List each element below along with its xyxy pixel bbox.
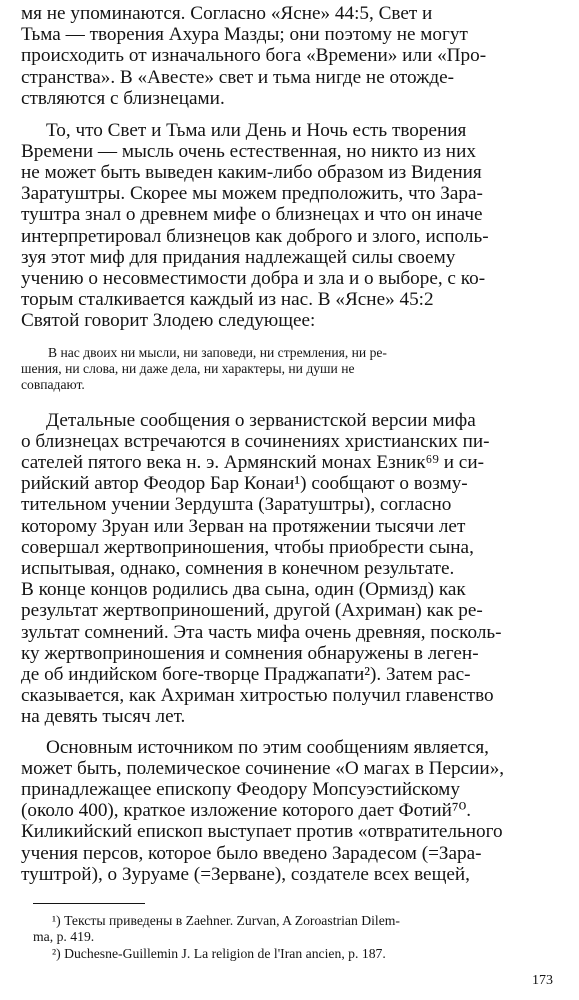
text-line: ку жертвоприношения и сомнения обнаружены в леген- — [21, 643, 479, 664]
text-line: Детальные сообщения о зерванистской версии мифа — [46, 410, 476, 431]
text-line: То, что Свет и Тьма или День и Ночь есть творения — [46, 120, 467, 141]
footnote-line: ²) Duchesne-Guillemin J. La religion de l'Iran ancien, p. 187. — [52, 946, 386, 961]
text-line: торым сталкивается каждый из нас. В «Ясне» 45:2 — [21, 289, 434, 310]
text-line: сателей пятого века н. э. Армянский монах Езник⁶⁹ и си- — [21, 452, 484, 473]
text-line: (около 400), краткое изложение которого дает Фотий⁷⁰. — [21, 800, 472, 821]
footnote-line: ma, p. 419. — [33, 929, 95, 944]
text-line: В конце концов родились два сына, один (Ормизд) как — [21, 579, 466, 600]
text-line: странства». В «Авесте» свет и тьма нигде не отожде- — [21, 67, 455, 88]
text-line: Киликийский епископ выступает против «отвратительного — [21, 821, 503, 842]
text-line: Времени — мысль очень естественная, но никто из них — [21, 141, 476, 162]
text-line: Святой говорит Злодею следующее: — [21, 310, 316, 331]
text-line: Основным источником по этим сообщениям является, — [46, 737, 489, 758]
text-line: де об индийском боге-творце Праджапати²). Затем рас- — [21, 664, 471, 685]
text-line: на девять тысяч лет. — [21, 706, 186, 727]
text-line: Заратуштры. Скорее мы можем предположить, что Зара- — [21, 183, 483, 204]
text-line: испытывая, однако, сомнения в конечном результате. — [21, 558, 455, 579]
text-line: учению о несовместимости добра и зла и о выборе, с ко- — [21, 268, 486, 289]
text-line: происходить от изначального бога «Времени» или «Про- — [21, 45, 487, 66]
quote-line: совпадают. — [21, 377, 85, 392]
text-line: сказывается, как Ахриман хитростью получил главенство — [21, 685, 494, 706]
text-line: зуя этот миф для придания надлежащей силы своему — [21, 247, 456, 268]
quote-line: В нас двоих ни мысли, ни заповеди, ни стремления, ни ре- — [48, 345, 387, 360]
text-line: учения персов, которое было введено Зарадесом (=Зара- — [21, 843, 482, 864]
text-line: совершал жертвоприношения, чтобы приобрести сына, — [21, 537, 474, 558]
text-line: не может быть выведен каким-либо образом из Видения — [21, 162, 482, 183]
quote-line: шения, ни слова, ни даже дела, ни характеры, ни души не — [21, 361, 355, 376]
text-line: Тьма — творения Ахура Мазды; они поэтому не могут — [21, 24, 468, 45]
text-line: результат жертвоприношений, другой (Ахриман) как ре- — [21, 600, 483, 621]
text-line: туштра знал о древнем мифе о близнецах и что он иначе — [21, 204, 483, 225]
text-line: рийский автор Феодор Бар Конаи¹) сообщают о возму- — [21, 473, 468, 494]
text-line: тительном учении Зердушта (Заратуштры), согласно — [21, 494, 452, 515]
text-line: туштрой), о Зуруаме (=Зерване), создателе всех вещей, — [21, 864, 470, 885]
footnote-line: ¹) Тексты приведены в Zaehner. Zurvan, A Zoroastrian Dilem- — [52, 913, 400, 928]
page-number: 173 — [532, 973, 553, 988]
text-line: которому Зруан или Зерван на протяжении тысячи лет — [21, 516, 466, 537]
text-line: принадлежащее епископу Феодору Мопсуэстийскому — [21, 779, 460, 800]
text-line: мя не упоминаются. Согласно «Ясне» 44:5, Свет и — [21, 3, 433, 24]
text-line: ствляются с близнецами. — [21, 88, 225, 109]
text-line: может быть, полемическое сочинение «О магах в Персии», — [21, 758, 505, 779]
footnote-divider — [33, 903, 145, 904]
text-line: зультат сомнений. Эта часть мифа очень древняя, посколь- — [21, 622, 502, 643]
text-line: интерпретировал близнецов как доброго и злого, исполь- — [21, 226, 489, 247]
text-line: о близнецах встречаются в сочинениях христианских пи- — [21, 431, 490, 452]
